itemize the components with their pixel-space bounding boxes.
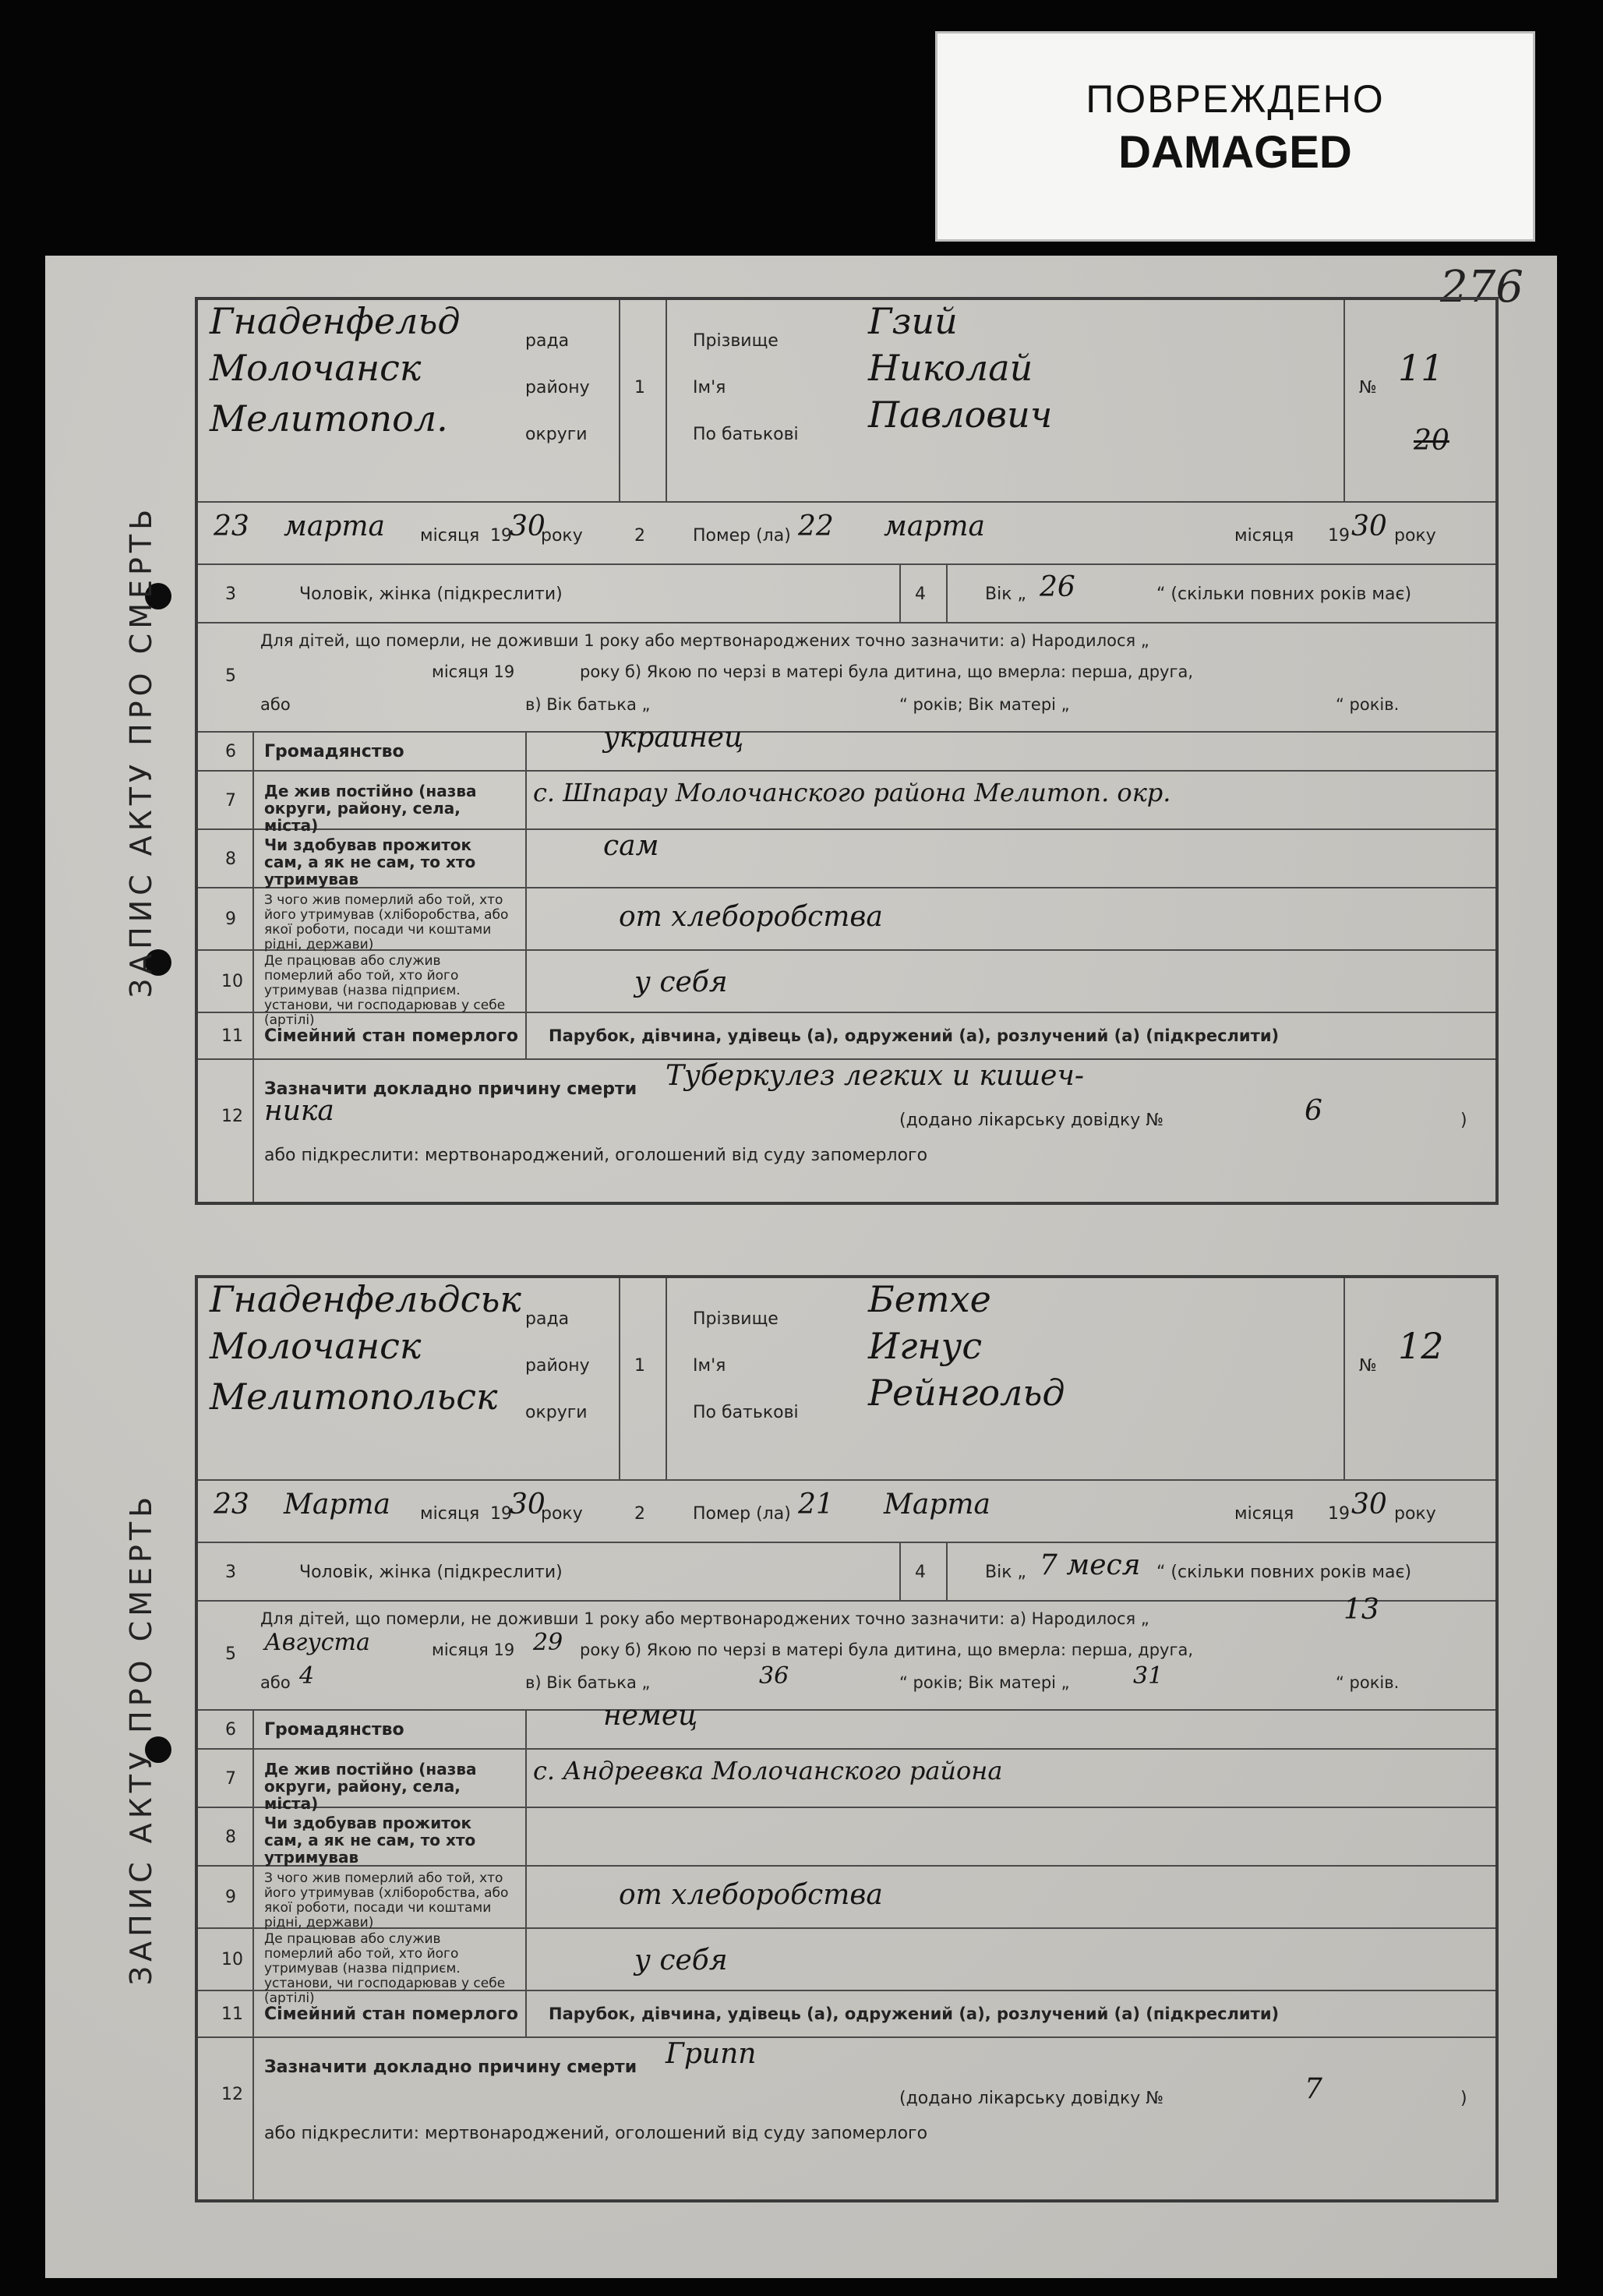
cause-line-1: Грипп: [666, 2038, 757, 2070]
form-label: року: [1394, 526, 1436, 546]
death-year: 30: [1351, 510, 1387, 542]
row-number: 11: [221, 1026, 243, 1046]
row-citizenship: [198, 1700, 1495, 1750]
death-record-2: [195, 1275, 1499, 2202]
death-day: 21: [798, 1489, 834, 1521]
form-label: місяця 19: [432, 662, 515, 681]
row-number: 9: [225, 910, 236, 929]
raion-label: району: [525, 1356, 590, 1376]
form-label: або: [260, 695, 291, 714]
column-divider: [252, 830, 254, 887]
form-label: року: [541, 1504, 583, 1524]
okruha-label: округи: [525, 425, 588, 444]
row-source: [198, 1867, 1495, 1929]
column-divider: [525, 1867, 527, 1927]
row-dates: [198, 1481, 1495, 1543]
form-label: Громадянство: [264, 742, 404, 761]
name-value: Игнус: [868, 1325, 983, 1367]
raion-label: району: [525, 378, 590, 397]
form-label: місяця: [1234, 1504, 1294, 1524]
column-divider: [1343, 300, 1345, 501]
stamp-line-en: DAMAGED: [1118, 127, 1352, 178]
work-value: у себя: [634, 966, 728, 998]
form-label: 19: [1328, 526, 1350, 546]
struck-number: 20: [1414, 425, 1449, 457]
row-number: 8: [225, 1828, 236, 1847]
row-cause: [198, 2038, 1495, 2199]
row-number: 1: [634, 378, 645, 397]
form-label: в) Вік батька „: [525, 695, 651, 714]
form-label: (додано лікарську довідку №: [899, 1111, 1164, 1130]
column-divider: [252, 888, 254, 949]
raion-value: Молочанск: [210, 347, 422, 389]
patronymic-label: По батькові: [693, 425, 799, 444]
age-prefix: Вік „: [985, 1563, 1026, 1582]
rada-label: рада: [525, 1309, 570, 1329]
age-value: 26: [1040, 571, 1075, 603]
form-label: 19: [490, 1504, 512, 1524]
birth-day: 13: [1343, 1594, 1379, 1626]
cert-number: 6: [1305, 1095, 1322, 1127]
number-prefix: №: [1359, 378, 1377, 397]
surname-label: Прізвище: [693, 331, 779, 351]
row-number: 11: [221, 2005, 243, 2024]
rada-label: рада: [525, 331, 570, 351]
form-label: “ років.: [1336, 1673, 1400, 1692]
source-value: от хлеборобства: [619, 1879, 883, 1911]
form-label: Сімейний стан померлого: [264, 1026, 518, 1046]
row-sex-age: [198, 1543, 1495, 1602]
row-number: 5: [225, 666, 236, 686]
row-number: 7: [225, 791, 236, 811]
column-divider: [252, 1867, 254, 1927]
column-divider: [525, 733, 527, 770]
father-age: 36: [759, 1662, 789, 1690]
form-label: Чи здобував прожиток сам, а як не сам, то хто утримував: [264, 835, 476, 888]
row-number: 3: [225, 1563, 236, 1582]
row-number: 4: [915, 1563, 926, 1582]
column-divider: [252, 1711, 254, 1748]
row-number: 7: [225, 1769, 236, 1789]
okruha-value: Мелитопольск: [210, 1376, 498, 1418]
row-cause: [198, 1060, 1495, 1202]
column-divider: [899, 1543, 901, 1600]
row-number: 2: [634, 526, 645, 546]
form-label: місяця: [1234, 526, 1294, 546]
marital-options: Парубок, дівчина, удівець (а), одружений (а), розлучений (а) (підкреслити): [549, 1026, 1280, 1045]
surname-value: Бетхе: [868, 1278, 991, 1320]
form-label: ): [1460, 1111, 1467, 1130]
rada-value: Гнаденфельдськ: [210, 1278, 521, 1320]
reg-year: 30: [510, 510, 546, 542]
row-number: 12: [221, 1107, 243, 1126]
row-child: [198, 1594, 1495, 1711]
form-label: 19: [1328, 1504, 1350, 1524]
mother-age: 31: [1133, 1662, 1163, 1690]
column-divider: [252, 951, 254, 1012]
form-label: “ років; Вік матері „: [899, 1673, 1070, 1692]
number-prefix: №: [1359, 1356, 1377, 1376]
column-divider: [252, 2038, 254, 2199]
record-number: 12: [1398, 1325, 1444, 1367]
row-livelihood: [198, 830, 1495, 888]
form-label: Зазначити докладно причину смерти: [264, 2058, 637, 2077]
side-title-top: [106, 297, 176, 1205]
column-divider: [252, 1991, 254, 2036]
sex-label: Чоловік, жінка (підкреслити): [299, 585, 563, 604]
rada-value: Гнаденфельд: [210, 300, 461, 342]
form-label: З чого жив померлий або той, хто його утримував (хліборобства, або якої роботи, посади чи коштами рідні, держави): [264, 1870, 509, 1930]
death-record-1: [195, 297, 1499, 1205]
column-divider: [525, 888, 527, 949]
row-source: [198, 888, 1495, 951]
form-label: “ років; Вік матері „: [899, 695, 1070, 714]
row-number: 2: [634, 1504, 645, 1524]
column-divider: [946, 1543, 948, 1600]
column-divider: [252, 1013, 254, 1058]
column-divider: [252, 1060, 254, 1202]
form-label: року б) Якою по черзі в матері була дитина, що вмерла: перша, друга,: [580, 662, 1194, 681]
age-suffix: “ (скільки повних років має): [1156, 585, 1412, 604]
row-child: [198, 623, 1495, 733]
column-divider: [619, 1278, 620, 1479]
patronymic-label: По батькові: [693, 1403, 799, 1422]
column-divider: [525, 1711, 527, 1748]
form-label: року: [1394, 1504, 1436, 1524]
column-divider: [946, 565, 948, 622]
death-year: 30: [1351, 1489, 1387, 1521]
reg-month: марта: [284, 510, 385, 542]
form-label: Для дітей, що померли, не доживши 1 року або мертвонароджених точно зазначити: а) Народилося „: [260, 631, 1149, 650]
reg-month-label: місяця: [420, 1504, 480, 1524]
side-title-text: ЗАПИС АКТУ ПРО СМЕРТЬ: [124, 504, 158, 998]
marital-options: Парубок, дівчина, удівець (а), одружений (а), розлучений (а) (підкреслити): [549, 2005, 1280, 2023]
row-number: 6: [225, 742, 236, 761]
column-divider: [252, 733, 254, 770]
row-livelihood: [198, 1808, 1495, 1867]
name-label: Ім'я: [693, 1356, 726, 1376]
row-marital: [198, 1991, 1495, 2038]
row-number: 5: [225, 1644, 236, 1664]
column-divider: [525, 1991, 527, 2036]
column-divider: [525, 951, 527, 1012]
sex-label: Чоловік, жінка (підкреслити): [299, 1563, 563, 1582]
form-label: Сімейний стан померлого: [264, 2005, 518, 2024]
row-marital: [198, 1013, 1495, 1060]
row-number: 10: [221, 972, 243, 991]
stamp-line-ua: ПОВРЕЖДЕНО: [1086, 77, 1385, 121]
column-divider: [666, 1278, 667, 1479]
surname-label: Прізвище: [693, 1309, 779, 1329]
form-label: Громадянство: [264, 1720, 404, 1740]
residence-value: с. Шпарау Молочанского района Мелитоп. окр.: [533, 778, 1171, 807]
age-suffix: “ (скільки повних років має): [1156, 1563, 1412, 1582]
death-month: марта: [884, 510, 985, 542]
died-label: Помер (ла): [693, 1504, 791, 1524]
name-value: Николай: [868, 347, 1033, 389]
birth-year: 29: [533, 1629, 563, 1656]
form-label: Зазначити докладно причину смерти: [264, 1079, 637, 1099]
form-label: Де працював або служив померлий або той, хто його утримував (назва підприєм. установи, чи господарював у себе (артілі): [264, 1931, 506, 2006]
reg-year: 30: [510, 1489, 546, 1521]
damaged-stamp: [935, 31, 1535, 242]
column-divider: [252, 1808, 254, 1865]
column-divider: [525, 1808, 527, 1865]
reg-month: Марта: [284, 1489, 390, 1521]
death-month: Марта: [884, 1489, 990, 1521]
column-divider: [525, 772, 527, 828]
record-number: 11: [1398, 347, 1444, 389]
raion-value: Молочанск: [210, 1325, 422, 1367]
document-sheet: [45, 256, 1557, 2278]
row-number: 12: [221, 2085, 243, 2104]
form-label: або підкреслити: мертвонароджений, оголошений від суду запомерлого: [264, 1146, 928, 1165]
form-label: або: [260, 1673, 291, 1692]
name-label: Ім'я: [693, 378, 726, 397]
column-divider: [619, 300, 620, 501]
form-label: 19: [490, 526, 512, 546]
cert-number: 7: [1305, 2073, 1322, 2105]
form-label: року б) Якою по черзі в матері була дитина, що вмерла: перша, друга,: [580, 1641, 1194, 1659]
row-header: [198, 1278, 1495, 1481]
row-work: [198, 1929, 1495, 2006]
side-title-text: ЗАПИС АКТУ ПРО СМЕРТЬ: [124, 1492, 158, 1986]
cause-line-1: Туберкулез легких и кишеч-: [666, 1060, 1085, 1092]
died-label: Помер (ла): [693, 526, 791, 546]
death-day: 22: [798, 510, 834, 542]
row-number: 1: [634, 1356, 645, 1376]
form-label: або підкреслити: мертвонароджений, оголошений від суду запомерлого: [264, 2124, 928, 2143]
column-divider: [525, 1750, 527, 1807]
row-residence: [198, 772, 1495, 835]
form-label: ): [1460, 2089, 1467, 2108]
row-sex-age: [198, 565, 1495, 623]
reg-day: 23: [214, 1489, 249, 1521]
okruha-label: округи: [525, 1403, 588, 1422]
residence-value: с. Андреевка Молочанского района: [533, 1756, 1003, 1786]
reg-month-label: місяця: [420, 526, 480, 546]
column-divider: [899, 565, 901, 622]
form-label: З чого жив померлий або той, хто його утримував (хліборобства, або якої роботи, посади чи коштами рідні, держави): [264, 892, 509, 952]
row-number: 4: [915, 585, 926, 604]
sheet-number: 276: [1440, 262, 1524, 313]
work-value: у себя: [634, 1945, 728, 1976]
form-label: року: [541, 526, 583, 546]
row-citizenship: [198, 722, 1495, 772]
row-header: [198, 300, 1495, 503]
citizenship-value: украинец: [603, 722, 744, 754]
column-divider: [1343, 1278, 1345, 1479]
patronymic-value: Рейнгольд: [868, 1372, 1065, 1414]
column-divider: [666, 300, 667, 501]
livelihood-value: сам: [603, 830, 659, 862]
surname-value: Гзий: [868, 300, 958, 342]
okruha-value: Мелитопол.: [210, 397, 448, 440]
side-title-bottom: [106, 1275, 176, 2202]
row-dates: [198, 503, 1495, 565]
form-label: Чи здобував прожиток сам, а як не сам, то хто утримував: [264, 1814, 476, 1867]
form-label: Де працював або служив померлий або той, хто його утримував (назва підприєм. установи, чи господарював у себе (артілі): [264, 953, 506, 1028]
form-label: “ років.: [1336, 695, 1400, 714]
form-label: Де жив постійно (назва округи, району, села, міста): [264, 782, 477, 835]
form-label: (додано лікарську довідку №: [899, 2089, 1164, 2108]
age-value: 7 меся: [1040, 1549, 1141, 1581]
citizenship-value: немец: [603, 1700, 698, 1732]
form-label: місяця 19: [432, 1641, 515, 1659]
form-label: Для дітей, що померли, не доживши 1 року або мертвонароджених точно зазначити: а) Народилося „: [260, 1609, 1149, 1628]
form-label: Де жив постійно (назва округи, району, села, міста): [264, 1760, 477, 1813]
column-divider: [252, 1929, 254, 1990]
age-prefix: Вік „: [985, 585, 1026, 604]
column-divider: [525, 1013, 527, 1058]
column-divider: [252, 1750, 254, 1807]
source-value: от хлеборобства: [619, 901, 883, 933]
column-divider: [525, 1929, 527, 1990]
patronymic-value: Павлович: [868, 394, 1053, 436]
row-number: 10: [221, 1950, 243, 1969]
row-number: 6: [225, 1720, 236, 1740]
column-divider: [525, 830, 527, 887]
row-work: [198, 951, 1495, 1028]
birth-order: 4: [299, 1662, 315, 1690]
reg-day: 23: [214, 510, 249, 542]
row-number: 3: [225, 585, 236, 604]
row-number: 8: [225, 850, 236, 869]
row-residence: [198, 1750, 1495, 1813]
cause-line-2: ника: [264, 1095, 334, 1127]
birth-month: Августа: [264, 1629, 370, 1656]
row-number: 9: [225, 1888, 236, 1907]
column-divider: [252, 772, 254, 828]
form-label: в) Вік батька „: [525, 1673, 651, 1692]
